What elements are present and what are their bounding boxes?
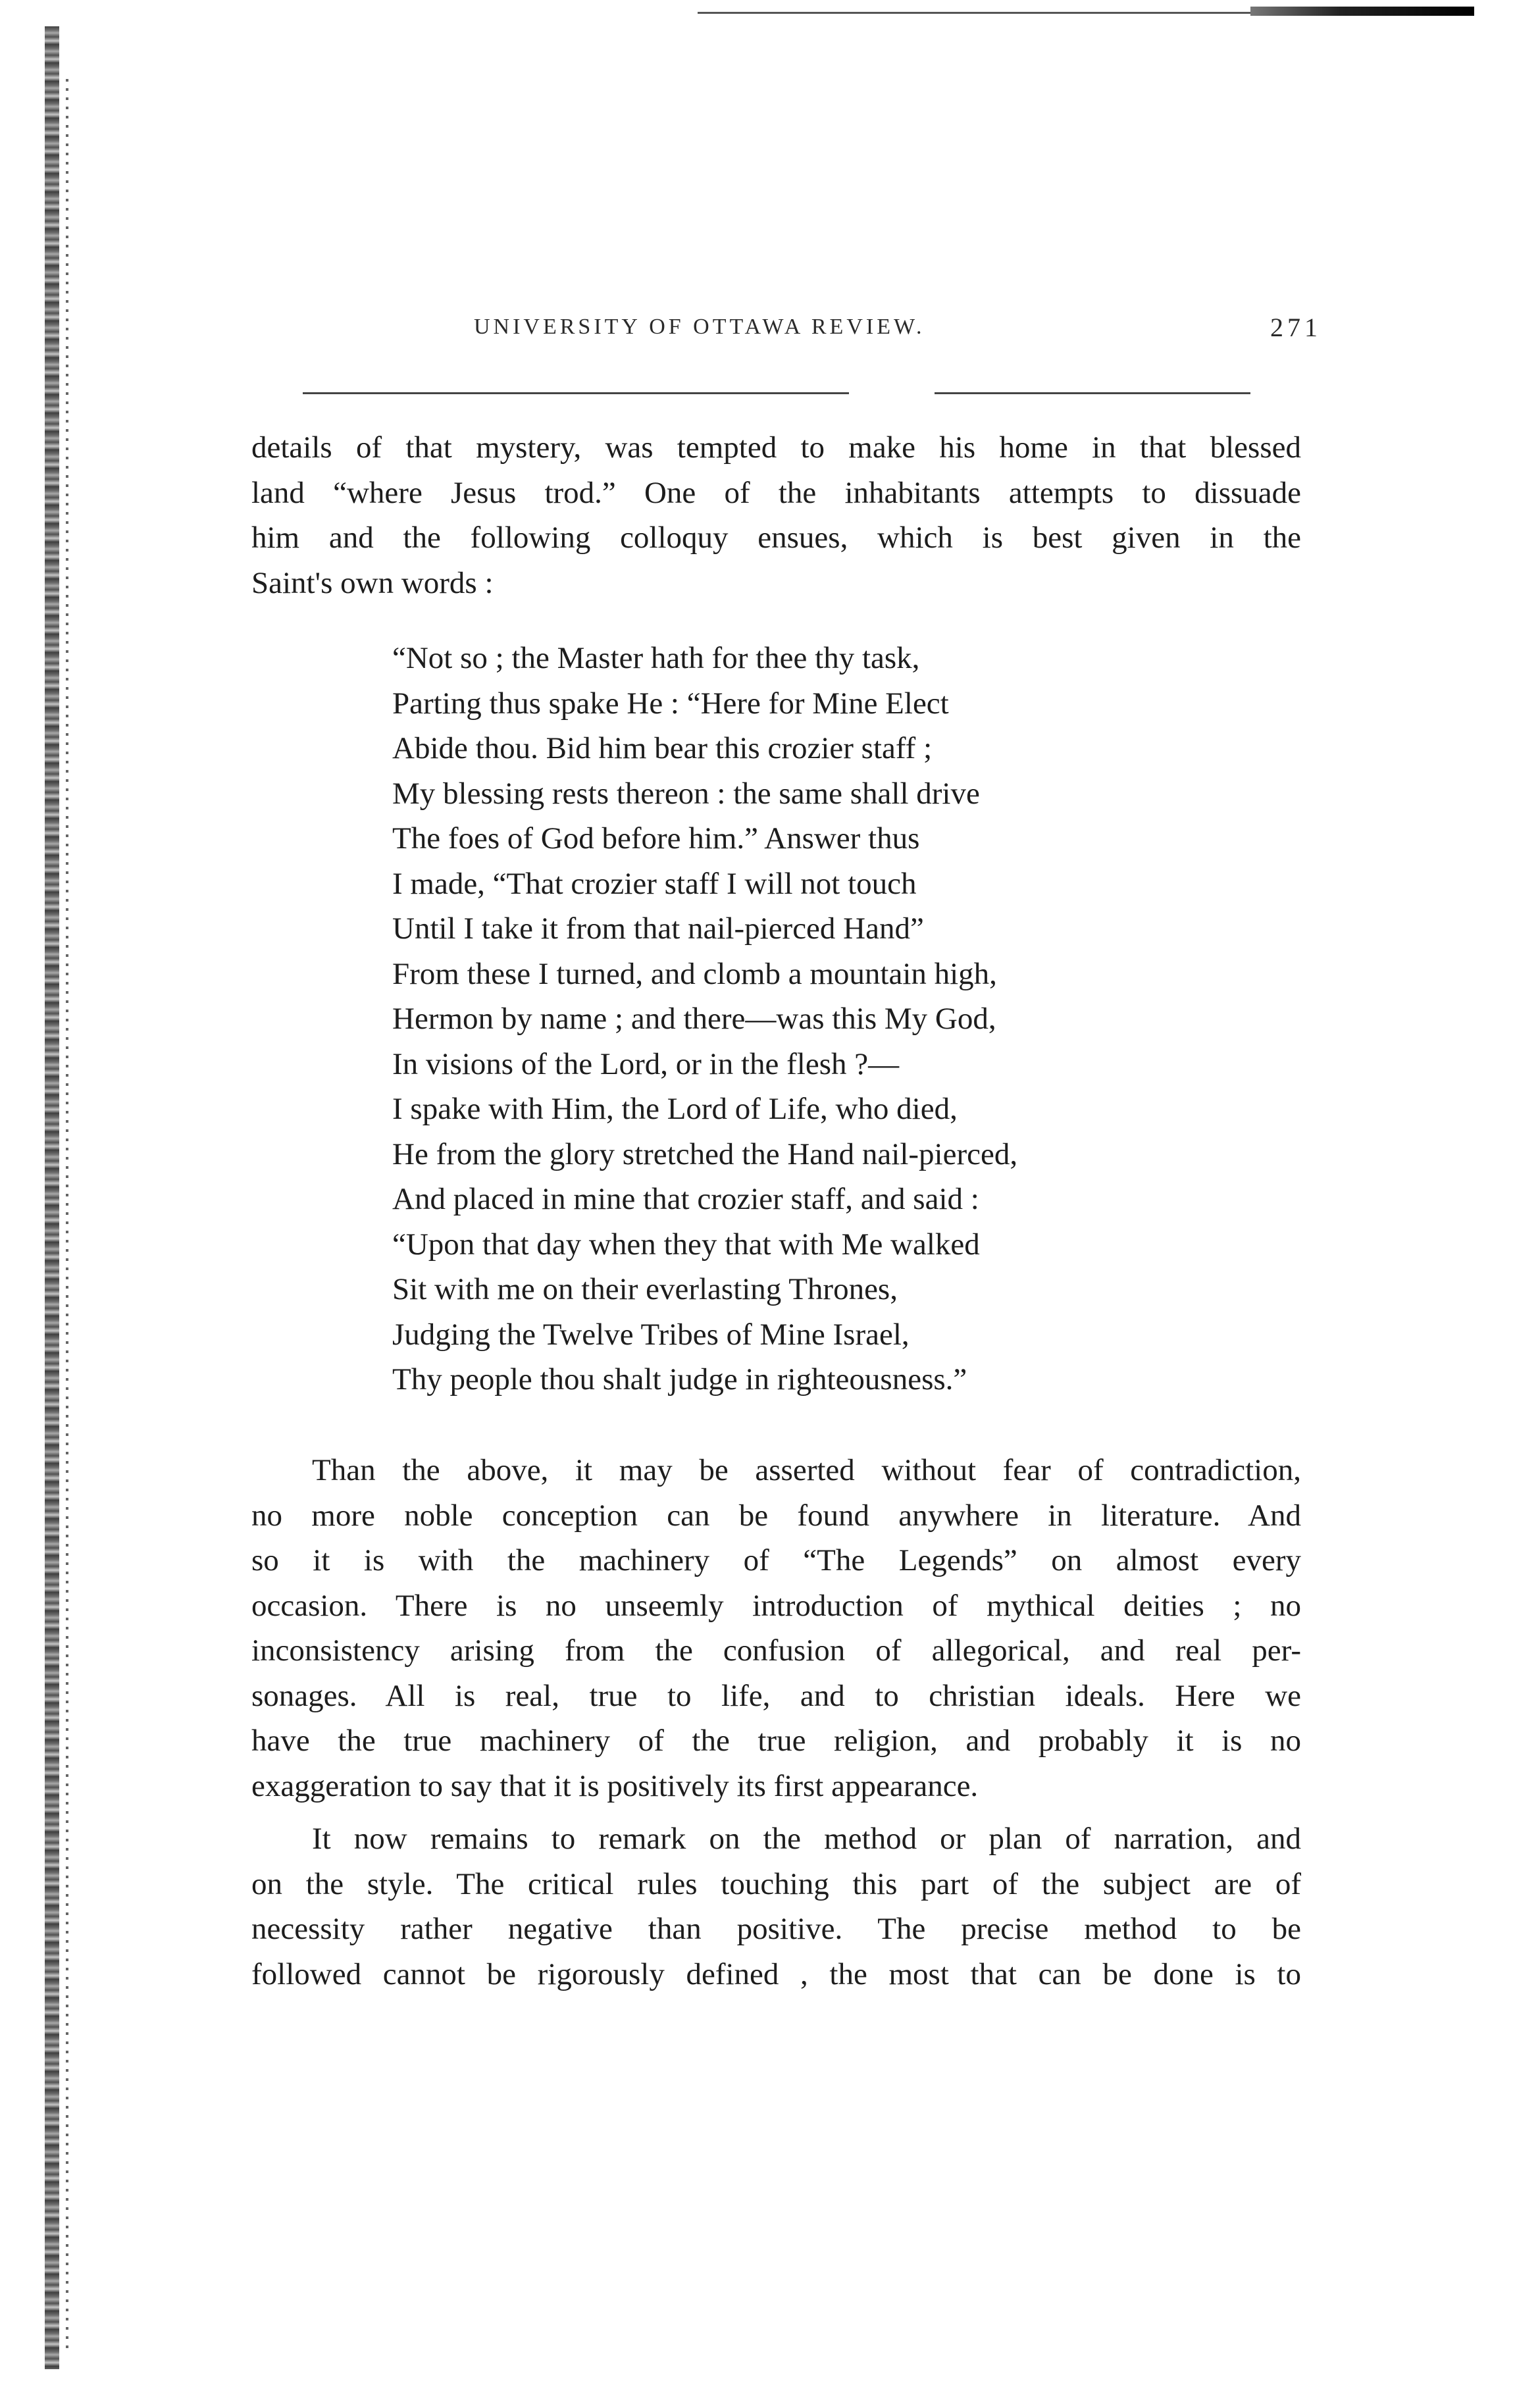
text-line: sonages. All is real, true to life, and to christian ideals. Here we — [251, 1678, 1301, 1713]
verse-line: I made, “That crozier staff I will not touch — [392, 866, 917, 901]
text-line: on the style. The critical rules touching this part of the subject are of — [251, 1866, 1301, 1901]
text-line: Saint's own words : — [251, 565, 494, 600]
verse-line: My blessing rests thereon : the same shall drive — [392, 776, 980, 811]
text-line: details of that mystery, was tempted to make his home in that blessed — [251, 430, 1301, 465]
verse-line: Parting thus spake He : “Here for Mine Elect — [392, 686, 949, 721]
verse-line: And placed in mine that crozier staff, and said : — [392, 1182, 979, 1216]
verse-line: Abide thou. Bid him bear this crozier staff ; — [392, 731, 933, 765]
text-line: occasion. There is no unseemly introduction of mythical deities ; no — [251, 1588, 1301, 1623]
page-number: 271 — [1270, 313, 1322, 342]
text-line: It now remains to remark on the method or plan of narration, and — [312, 1822, 1301, 1856]
running-head: UNIVERSITY OF OTTAWA REVIEW. — [474, 315, 925, 339]
verse-line: “Upon that day when they that with Me walked — [392, 1227, 980, 1262]
text-line: followed cannot be rigorously defined , the most that can be done is to — [251, 1957, 1301, 1991]
text-line: so it is with the machinery of “The Legends” on almost every — [251, 1543, 1301, 1577]
verse-line: Until I take it from that nail-pierced Hand” — [392, 911, 924, 946]
verse-line: I spake with Him, the Lord of Life, who died, — [392, 1092, 958, 1126]
body-paragraph — [251, 1816, 1301, 1997]
verse-quotation — [392, 636, 1248, 1402]
text-line: him and the following colloquy ensues, which is best given in the — [251, 521, 1301, 555]
scan-binding-edge — [45, 26, 59, 2369]
verse-line: He from the glory stretched the Hand nail-pierced, — [392, 1137, 1018, 1171]
text-line: no more noble conception can be found anywhere in literature. And — [251, 1498, 1301, 1533]
opening-paragraph — [251, 425, 1301, 605]
header-rule — [935, 392, 1250, 394]
verse-line: “Not so ; the Master hath for thee thy task, — [392, 641, 920, 675]
scan-binding-edge-dots — [66, 79, 68, 2349]
verse-line: Sit with me on their everlasting Thrones, — [392, 1272, 898, 1306]
verse-line: In visions of the Lord, or in the flesh ?— — [392, 1046, 900, 1081]
verse-line: Hermon by name ; and there—was this My God, — [392, 1002, 996, 1036]
header-rule — [303, 392, 849, 394]
verse-line: Judging the Twelve Tribes of Mine Israel, — [392, 1317, 910, 1352]
text-line: exaggeration to say that it is positively its first appearance. — [251, 1768, 979, 1803]
verse-line: The foes of God before him.” Answer thus — [392, 821, 920, 856]
text-line: necessity rather negative than positive. The precise method to be — [251, 1912, 1301, 1946]
verse-line: Thy people thou shalt judge in righteousness.” — [392, 1362, 967, 1396]
text-line: inconsistency arising from the confusion of allegorical, and real per- — [251, 1633, 1301, 1668]
text-line: land “where Jesus trod.” One of the inhabitants attempts to dissuade — [251, 475, 1301, 510]
text-line: have the true machinery of the true religion, and probably it is no — [251, 1724, 1301, 1758]
verse-line: From these I turned, and clomb a mountain high, — [392, 956, 997, 991]
scan-top-edge-mark — [1250, 7, 1474, 16]
text-line: Than the above, it may be asserted without fear of contradiction, — [312, 1453, 1301, 1487]
body-paragraph — [251, 1448, 1301, 1808]
